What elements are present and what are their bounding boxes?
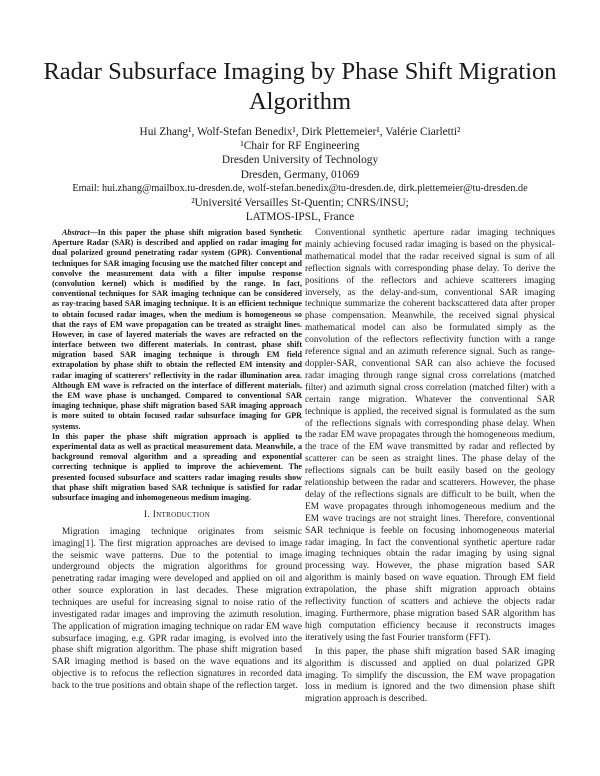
intro-paragraph: Migration imaging technique originates from seismic imaging[1]. The first migration approaches are devised to image the seismic wave patterns. Due to the potential to image underground objects the migration algorithms for ground penetrating radar imaging were developed and applied on oil and other source exploration in last decades. These migration techniques are useful for increasing signal to noise ratio of the investigated radar images and improving the azimuth resolution. The application of migration imaging technique on radar EM wave subsurface imaging, e.g. GPR radar imaging, is evolved into the phase shift migration algorithm. The phase shift migration based SAR imaging method is based on the wave equations and its objective is to refocus the reflection signatures in recorded data back to the true positions and obtain shape of the reflection target.: [52, 526, 302, 691]
abstract-label: Abstract: [62, 228, 90, 237]
affiliation-line: ²Université Versailles St-Quentin; CNRS/INSU;: [191, 197, 409, 210]
paper-title: Radar Subsurface Imaging by Phase Shift Migration Algorithm: [43, 58, 557, 115]
abstract: [52, 228, 302, 432]
left-column: [52, 228, 302, 693]
affiliation-line: ¹Chair for RF Engineering: [240, 140, 360, 153]
author-names: Hui Zhang¹, Wolf-Stefan Benedix¹, Dirk Plettemeier¹, Valérie Ciarletti²: [139, 126, 461, 138]
section-heading-introduction: I. Introduction: [143, 510, 211, 521]
email-line: Email: hui.zhang@mailbox.tu-dresden.de, wolf-stefan.benedix@tu-dresden.de, dirk.plettemeier@tu-dresden.de: [72, 182, 528, 194]
right-column: [305, 228, 555, 706]
body-paragraph: In this paper, the phase shift migration based SAR imaging algorithm is discussed and applied on dual polarized GPR imaging. To simplify the discussion, the EM wave propagation loss in medium is ignored and the two dimension phase shift migration approach is described.: [305, 646, 555, 705]
affiliation-line: Dresden University of Technology: [221, 154, 379, 167]
abstract-continued: In this paper the phase shift migration approach is applied to experimental data as well as practical measurement data. Meanwhile, a background removal algorithm and a spreading and exponential correcting technique is applied to improve the achievement. The presented focused subsurface and scatters radar imaging results show that phase shift migration based SAR technique is satisfied for radar subsurface imaging and inhomogeneous medium imaging.: [52, 431, 302, 502]
body-paragraph: Conventional synthetic aperture radar imaging techniques mainly achieving focused radar imaging is based on the physical-mathematical model that the radar received signal is sum of all reflection signals with corresponding phase delay. To derive the positions of the reflectors and achieve scatterers imaging inversely, as the delay-and-sum, conventional SAR imaging technique summarize the coherent backscattered data after proper phase compensation. Meanwhile, the received signal physical mathematical model can also be formulated simply as the convolution of the reflectors reflectivity function with a range reference signal and an azimuth reference signal. Such as range-doppler-SAR, conventional SAR can also achieve the focused radar imaging through range signal cross correlations (matched filter) and azimuth signal cross correlation (matched filter) with a certain range migration. Whatever the conventional SAR technique is applied, the received signal is formulated as the sum of the reflections signals with corresponding phase delay. When the radar EM wave propagates through the homogeneous medium, the trace of the EM wave transmitted by radar and reflected by scatterer can be seen as straight lines. The phase delay of the reflections signals can be built easily based on the geology relationship between the radar and scatterers. However, the phase delay of the reflections signals are difficult to be built, when the EM wave propagates through inhomogeneous medium and the EM wave tracings are not straight lines. Therefore, conventional SAR technique is feeble on focusing inhomogeneous material radar imaging. In fact the conventional synthetic aperture radar imaging techniques obtain the radar imaging by using signal processing way. However, the phase migration based SAR algorithm is mainly based on wave equation. Through EM field extrapolation, the phase shift migration approach obtains reflectivity function of scatters and achieve the objects radar imaging. Furthermore, phase migration based SAR algorithm has high computation efficiency because it reconstructs images iteratively using the fast Fourier transform (FFT).: [305, 228, 555, 643]
abstract-body: —In this paper the phase shift migration based Synthetic Aperture Radar (SAR) is described and applied on radar imaging for dual polarized ground penetrating radar system (GPR). Conventional techniques for SAR imaging focusing use the matched filter concept and convolve the measurement data with a filter impulse response (convolution kernel) which is modified by the range. In fact, conventional techniques for SAR imaging technique can be considered as ray-tracing based SAR imaging technique. It is an efficient technique to obtain focused radar images, when the medium is homogeneous so that the rays of EM wave propagation can be treated as straight lines. However, in case of layered materials the waves are refracted on the interface between two different materials. In contrast, phase shift migration based SAR imaging technique is through EM field extrapolation by phase shift to obtain the reflected EM intensity and radar imaging of scatterers’ reflectivity in the radar illumination area. Although EM wave is refracted on the interface of different materials, the EM wave phase is unchanged. Compared to conventional SAR imaging technique, phase shift migration based SAR imaging approach is more suited to obtain focused radar subsurface imaging for GPR systems.: [52, 228, 302, 431]
affiliation-line: Dresden, Germany, 01069: [240, 168, 360, 181]
author-block: [40, 125, 560, 224]
affiliation-line: LATMOS-IPSL, France: [245, 211, 355, 224]
